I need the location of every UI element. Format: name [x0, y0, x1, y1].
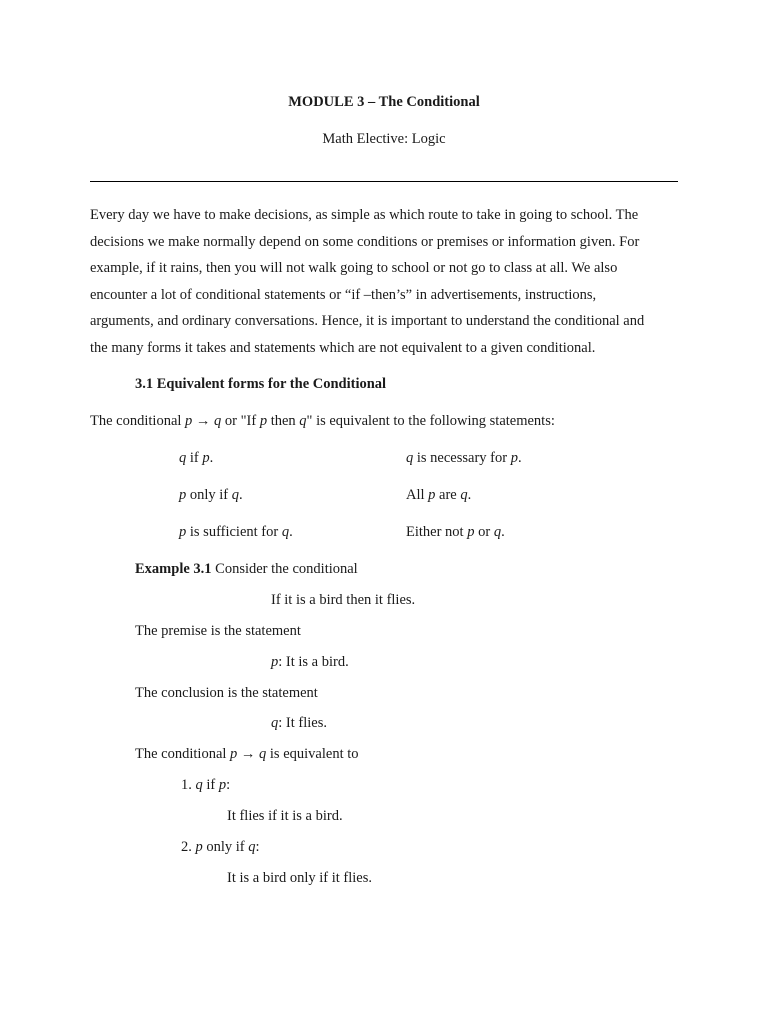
example-label: Example 3.1 — [135, 561, 212, 577]
intro-line: encounter a lot of conditional statements or “if –then’s” in advertisements, instructions, — [90, 286, 597, 303]
form-q-necessary-for-p: q is necessary for p. — [406, 450, 522, 466]
list-item-2-text: It is a bird only if it flies. — [227, 870, 372, 886]
section-heading: 3.1 Equivalent forms for the Conditional — [135, 376, 387, 392]
intro-paragraph — [90, 202, 680, 362]
intro-line: decisions we make normally depend on some conditions or premises or information given. For — [90, 233, 640, 250]
list-item-2: 2. p only if q: — [181, 839, 260, 855]
page-subtitle: Math Elective: Logic — [322, 131, 446, 147]
horizontal-divider — [90, 181, 678, 182]
form-either-not-p-or-q: Either not p or q. — [406, 524, 505, 540]
form-all-p-are-q: All p are q. — [406, 487, 472, 503]
equivalence-intro: The conditional p → q or "If p then q" is equivalent to the following statements: — [90, 413, 555, 429]
equivalent-to-label: The conditional p → q is equivalent to — [135, 746, 359, 762]
list-item-1-text: It flies if it is a bird. — [227, 808, 343, 824]
intro-line: the many forms it takes and statements which are not equivalent to a given conditional. — [90, 339, 596, 356]
form-p-sufficient-for-q: p is sufficient for q. — [179, 524, 293, 540]
intro-line: example, if it rains, then you will not walk going to school or not go to class at all. We also — [90, 260, 618, 277]
example-statement: If it is a bird then it flies. — [271, 592, 416, 608]
form-p-only-if-q: p only if q. — [179, 487, 243, 503]
form-q-if-p: q if p. — [179, 450, 214, 466]
conclusion-label: The conclusion is the statement — [135, 685, 318, 701]
example-intro: Example 3.1 Consider the conditional — [135, 561, 358, 577]
intro-line: Every day we have to make decisions, as simple as which route to take in going to school. The — [90, 207, 639, 223]
premise-statement: p: It is a bird. — [271, 654, 349, 670]
premise-label: The premise is the statement — [135, 623, 301, 639]
page-title: MODULE 3 – The Conditional — [288, 94, 480, 110]
conclusion-statement: q: It flies. — [271, 715, 327, 731]
intro-line: arguments, and ordinary conversations. Hence, it is important to understand the conditional and — [90, 313, 645, 330]
list-item-1: 1. q if p: — [181, 777, 231, 793]
